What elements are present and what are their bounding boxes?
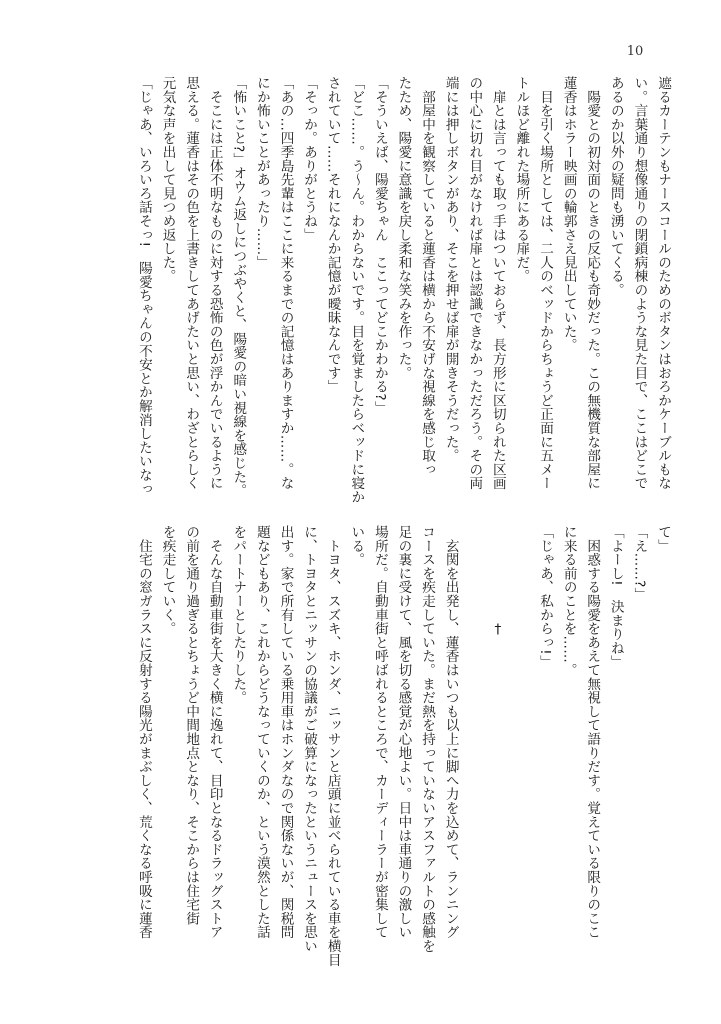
text-column: を疾走していく。: [159, 525, 176, 636]
text-column: 蓮香はホラー映画の輪郭さえ見出していた。: [560, 76, 577, 352]
text-column: いる。: [348, 525, 365, 567]
text-column: 扉とは言っても取っ手はついておらず、長方形に区切られた区画: [489, 76, 506, 490]
text-column: い。言葉通り想像通りの閉鎖病棟のような見た目で、ここはどこで: [631, 76, 648, 490]
text-column: にか怖いことがあったり……」: [253, 76, 270, 270]
text-column: 元気な声を出して見つめ返した。: [159, 76, 176, 283]
text-column: 「え……?」: [631, 525, 648, 602]
page-number: 10: [626, 44, 644, 59]
text-column: 思える。蓮香はその色を上書きしてあげたいと思い、わざとらしく: [183, 76, 200, 490]
text-column: 目を引く場所としては、二人のベッドからちょうど正面に五メー: [537, 76, 554, 490]
text-column: 「そういえば、陽愛ちゃん ここってどこかわかる?」: [371, 76, 388, 415]
lower-text-block: [131, 525, 674, 965]
text-column: [509, 525, 533, 965]
text-column: 出す。家で所有している乗用車はホンダなので関係ないが、関税問: [277, 525, 294, 939]
text-column: 「どこ……。う〜ん。わからないです。目を覚ましたらベッドに寝か: [348, 76, 365, 504]
text-column: トヨタ、スズキ、ホンダ、ニッサンと店頭に並べられている車を横目: [324, 525, 341, 967]
text-column: そんな自動車街を大きく横に逸れて、目印となるドラッグストア: [206, 525, 223, 939]
text-column: 「あの…四季島先輩はここに来るまでの記憶はありますか……。な: [277, 76, 294, 490]
text-column: 「じゃあ、私からっ!」: [537, 525, 554, 669]
text-column: 端には押しボタンがあり、そこを押せば扉が開きそうだった。: [442, 76, 459, 463]
text-column: 「じゃあ、いろいろ話そっ! 陽愛ちゃんの不安とか解消したいなっ: [135, 76, 152, 496]
text-column: 部屋中を観察していると蓮香は横から不安げな視線を感じ取っ: [419, 76, 436, 477]
text-column: トルほど離れた場所にある扉だ。: [513, 76, 530, 283]
upper-text-block: [131, 76, 674, 516]
text-column: 場所だ。自動車街と呼ばれるところで、カーディーラーが密集して: [371, 525, 388, 939]
text-column: 題などもあり、これからどうなっていくのか、という漠然とした話: [253, 525, 270, 939]
text-column: [462, 525, 486, 965]
text-column: †: [489, 525, 506, 638]
text-column: の中心に切れ目がなければ扉とは認識できなかっただろう。その両: [466, 76, 483, 490]
text-column: て」: [655, 525, 671, 553]
text-column: あるのか以外の疑問も湧いてくる。: [607, 76, 624, 297]
text-column: そこには正体不明なものに対する恐怖の色が浮かんでいるように: [206, 76, 223, 490]
text-column: 「怖いこと?」オウム返しにつぶやくと、陽愛の暗い視線を感じた。: [230, 76, 247, 498]
text-column: をパートナーとしたりした。: [230, 525, 247, 705]
text-column: 「よーし! 決まりね」: [607, 525, 624, 669]
text-column: 住宅の窓ガラスに反射する陽光がまぶしく、荒くなる呼吸に蓮香: [135, 525, 152, 939]
text-column: コースを疾走していた。まだ熱を持っていないアスファルトの感触を: [419, 525, 436, 953]
text-column: に、トヨタとニッサンの協議がご破算になったというニュースを思い: [301, 525, 318, 953]
text-column: 玄関を出発し、蓮香はいつも以上に脚へ力を込めて、ランニング: [442, 525, 459, 939]
text-column: 困惑する陽愛をあえて無視して語りだす。覚えている限りのここ: [584, 525, 601, 939]
text-column: 陽愛との初対面のときの反応も奇妙だった。この無機質な部屋に: [584, 76, 601, 490]
text-column: たため、陽愛に意識を戻し柔和な笑みを作った。: [395, 76, 412, 380]
text-column: 足の裏に受けて、風を切る感覚が心地よい。日中は車通りの激しい: [395, 525, 412, 939]
text-column: 遮るカーテンもナースコールのためのボタンはおろかケーブルもな: [655, 76, 671, 490]
text-column: に来る前のことを……。: [560, 525, 577, 677]
text-column: 「そっか。ありがとうね」: [301, 76, 318, 242]
text-column: の前を通り過ぎるとちょうど中間地点となり、そこからは住宅街: [183, 525, 200, 926]
text-column: されていて……それになんか記憶が曖昧なんです」: [324, 76, 341, 394]
